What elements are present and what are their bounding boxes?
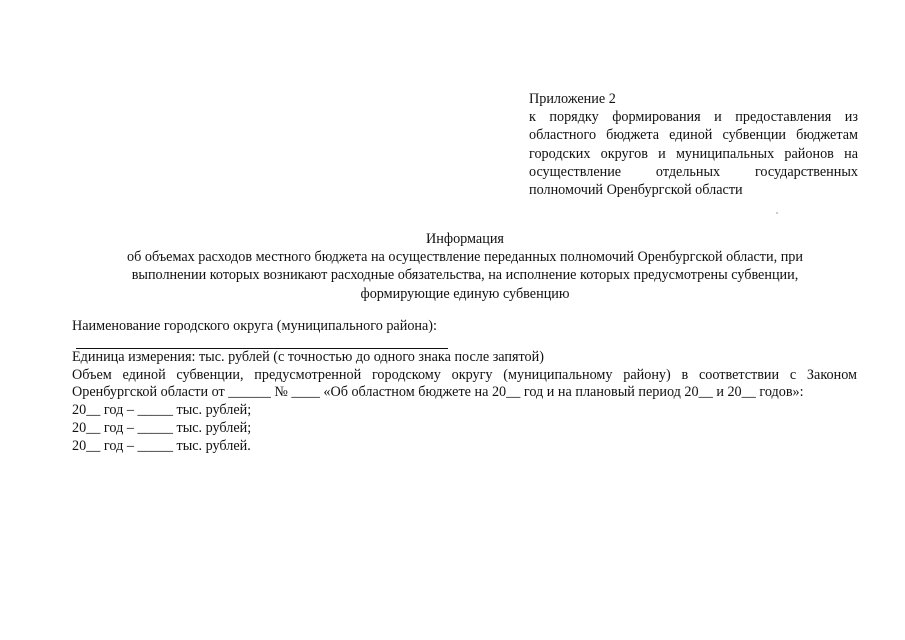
appendix-text-line: полномочий Оренбургской области bbox=[529, 182, 743, 199]
title-line: формирующие единую субвенцию bbox=[360, 285, 570, 302]
appendix-text-line: областного бюджета единой субвенции бюджетам bbox=[529, 127, 858, 144]
year-amount-line: 20__ год – _____ тыс. рублей. bbox=[72, 437, 251, 454]
year-amount-line: 20__ год – _____ тыс. рублей; bbox=[72, 402, 252, 419]
appendix-number: Приложение 2 bbox=[529, 91, 616, 107]
scan-speck bbox=[776, 212, 778, 214]
title-line: выполнении которых возникают расходные обязательства, на исполнение которых предусмотрены субвенции, bbox=[131, 267, 799, 284]
district-name-row bbox=[72, 318, 857, 349]
subvention-text-line: Объем единой субвенции, предусмотренной городскому округу (муниципальному району) в соответствии с Законом bbox=[72, 366, 857, 383]
appendix-text-line: к порядку формирования и предоставления из bbox=[529, 109, 858, 126]
subvention-text-line: Оренбургской области от ______ № ____ «Об областном бюджете на 20__ год и на плановый период 20__ и 20__ годов»: bbox=[72, 384, 804, 401]
appendix-text-line: городских округов и муниципальных районов на bbox=[529, 145, 858, 162]
year-amount-line: 20__ год – _____ тыс. рублей; bbox=[72, 419, 252, 436]
appendix-header bbox=[529, 90, 858, 199]
title-heading: Информация bbox=[426, 231, 504, 247]
title-line: об объемах расходов местного бюджета на осуществление переданных полномочий Оренбургской области, при bbox=[127, 249, 803, 266]
district-name-blank bbox=[76, 336, 448, 349]
unit-of-measure: Единица измерения: тыс. рублей (с точностью до одного знака после запятой) bbox=[72, 348, 544, 365]
document-title bbox=[80, 230, 850, 303]
document-body bbox=[72, 318, 857, 456]
appendix-text-line: осуществление отдельных государственных bbox=[529, 163, 858, 180]
district-name-label: Наименование городского округа (муниципального района): bbox=[72, 318, 437, 334]
